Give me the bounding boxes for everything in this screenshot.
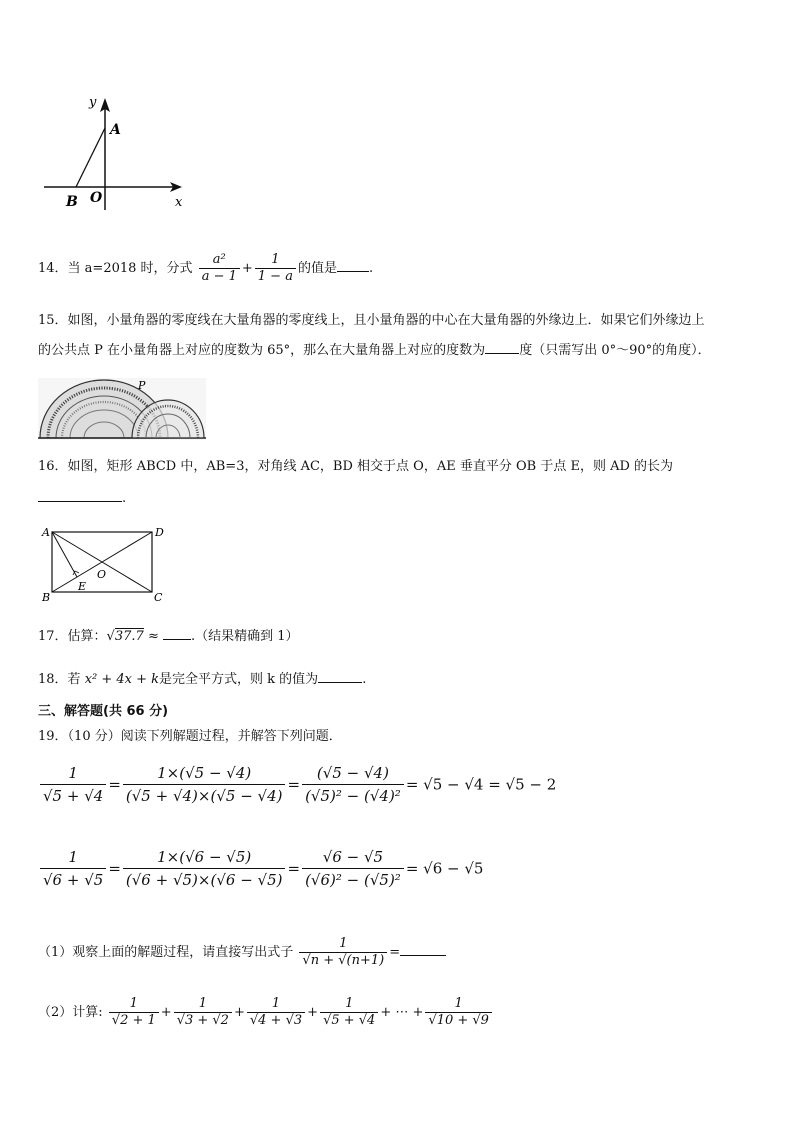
question-19-part-2: （2）计算: $\frac{1}{√2 + 1}$ + $\frac{1}{√3 + √2}$ + $\frac{1}{√4 + √3}$ + $\frac{1}{√5 + √4}$ + ⋯ + $\frac{1}{√10 + √9}$ <box>38 996 494 1029</box>
figure-coordinate-axes <box>38 90 198 215</box>
question-19-intro: 19．（10 分）阅读下列解题过程，并解答下列问题． <box>38 729 342 744</box>
label-o: O <box>97 568 107 581</box>
label-x: x <box>175 195 183 210</box>
answer-blank[interactable] <box>38 501 122 502</box>
question-14: 14．当 a=2018 时，分式 $\frac{\text{a²}}{a - 1}$ + $\frac{1}{1 - a}$ 的值是 . <box>38 252 374 284</box>
figure-protractors <box>38 378 206 440</box>
answer-blank[interactable] <box>318 682 362 683</box>
question-18: 18．若 x² + 4x + k是完全平方式，则 k 的值为 . <box>38 672 367 687</box>
answer-blank[interactable] <box>400 955 446 956</box>
label-e: E <box>78 580 87 593</box>
question-19-part-1: （1）观察上面的解题过程，请直接写出式子 $\frac{1}{√n + √(n+1)}$ = <box>38 936 446 969</box>
fraction-2: $\frac{1}{1 - a}$ <box>255 252 296 285</box>
question-16-line-2: . <box>38 490 126 508</box>
segment-ab <box>76 128 105 187</box>
section-title: 三、解答题(共 66 分) <box>38 704 169 719</box>
label-a: A <box>42 526 50 539</box>
label-b: B <box>42 591 51 604</box>
answer-blank[interactable] <box>337 271 369 272</box>
label-d: D <box>155 526 164 539</box>
label-p: P <box>138 379 146 392</box>
answer-blank[interactable] <box>163 639 191 640</box>
label-o: O <box>90 190 103 206</box>
fraction-1: $\frac{\text{a²}}{a - 1}$ <box>199 252 240 285</box>
question-16-line-1: 16．如图，矩形 ABCD 中，AB=3，对角线 AC，BD 相交于点 O，AE 垂直平分 OB 于点 E，则 AD 的长为 <box>38 459 674 474</box>
label-b: B <box>66 194 78 210</box>
label-a: A <box>110 122 121 138</box>
equation-2: $\frac{1}{√6 + √5}$ = $\frac{1\times(√6 - √5)}{(√6 + √5)\times(√6 - √5)}$ = $\frac{√6 - √5}{\text{(√6)² − (√5)²}}$ = √6 − √5 <box>38 846 483 891</box>
label-y: y <box>89 95 97 110</box>
question-17: 17．估算：√37.7 ≈ .（结果精确到 1） <box>38 629 299 644</box>
equation-1: $\frac{1}{√5 + √4}$ = $\frac{1\times(√5 - √4)}{(√5 + √4)\times(√5 - √4)}$ = $\frac{(√5 - √4)}{\text{(√5)² − (√4)²}}$ = √5 − √4 = √5 − 2 <box>38 762 556 807</box>
answer-blank[interactable] <box>485 353 519 354</box>
question-15-line-2: 的公共点 P 在小量角器上对应的度数为 65°，那么在大量角器上对应的度数为 度（只需写出 0°～90°的角度）． <box>38 343 711 358</box>
label-c: C <box>154 591 163 604</box>
figure-rectangle-abcd <box>38 522 170 604</box>
question-15-line-1: 15．如图，小量角器的零度线在大量角器的零度线上，且小量角器的中心在大量角器的外缘边上．如果它们外缘边上 <box>38 313 705 328</box>
